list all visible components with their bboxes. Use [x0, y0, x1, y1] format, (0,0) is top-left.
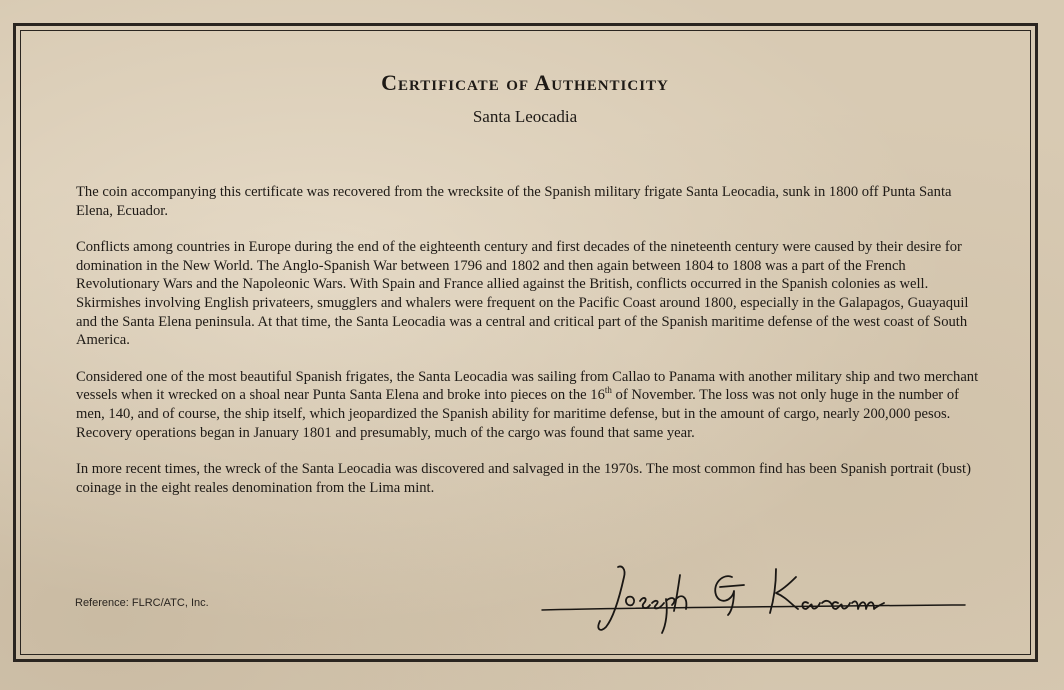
paragraph-4: In more recent times, the wreck of the Santa Leocadia was discovered and salvaged in the 1970s. The most common find has been Spanish portrait (bust) coinage in the eight reales denomination from the Lima mint. [76, 461, 971, 496]
paragraph-3-part-2: of November. The loss was not only huge in the number of men, 140, and of course, the ship itself, which jeopardized the Spanish ability for maritime defense, but in the amount of cargo, nearly 200,000 pesos. Recovery operations began in January 1801 and presumably, much of the cargo was found that same year. [76, 387, 959, 441]
paragraph-3-part-1: Considered one of the most beautiful Spanish frigates, the Santa Leocadia was sailing from Callao to Panama with another military ship and two merchant vessels when it wrecked on a shoal near Punta Santa Elena and broke into pieces on the 16 [76, 368, 979, 404]
reference-line: Reference: FLRC/ATC, Inc. [75, 597, 209, 609]
signature [540, 555, 970, 645]
ordinal-suffix: th [604, 385, 612, 396]
certificate-body [76, 183, 986, 515]
certificate-title: Certificate of Authenticity [381, 70, 669, 95]
paragraph-2: Conflicts among countries in Europe during the end of the eighteenth century and first decades of the nineteenth century were caused by their desire for domination in the New World. The Anglo-Spanish War between 1796 and 1802 and then again between 1804 to 1808 was a part of the French Revolutionary Wars and the Napoleonic Wars. With Spain and France allied against the British, conflicts occurred in the Spanish colonies as well. Skirmishes involving English privateers, smugglers and whalers were frequent on the Pacific Coast around 1800, especially in the Galapagos, Guayaquil and the Santa Elena peninsula. At that time, the Santa Leocadia was a central and critical part of the Spanish maritime defense of the west coast of South America. [76, 239, 969, 349]
paragraph-3 [76, 368, 986, 442]
paragraph-1: The coin accompanying this certificate was recovered from the wrecksite of the Spanish military frigate Santa Leocadia, sunk in 1800 off Punta Santa Elena, Ecuador. [76, 184, 952, 219]
certificate-subtitle: Santa Leocadia [472, 107, 578, 126]
